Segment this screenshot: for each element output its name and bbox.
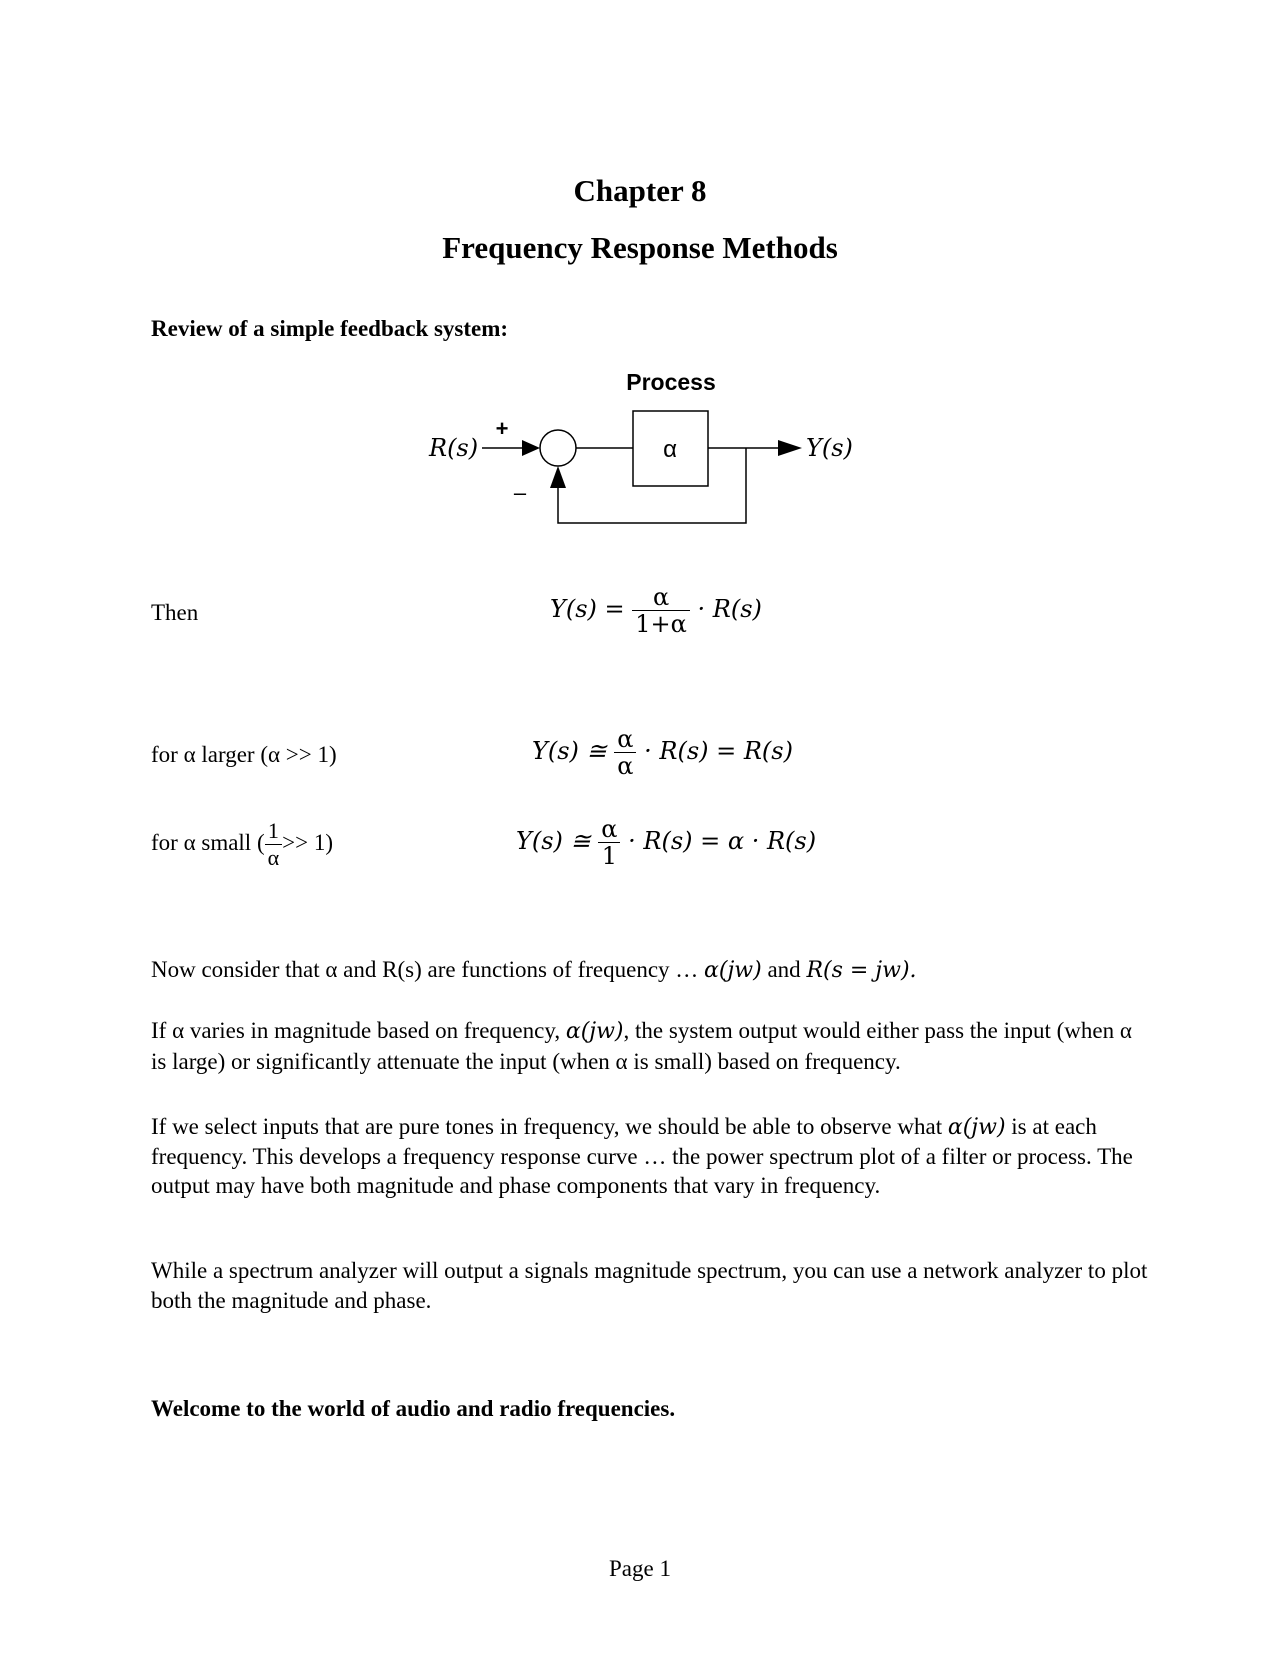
paragraph-frequency-functions: Now consider that α and R(s) are functions of frequency … α(jw) and R(s = jw). — [151, 957, 917, 983]
plus-sign: + — [495, 416, 509, 441]
section-heading: Review of a simple feedback system: — [151, 316, 509, 341]
minus-sign: – — [513, 480, 527, 505]
alpha-large-label: for α larger (α >> 1) — [151, 742, 337, 767]
process-label: Process — [626, 369, 716, 395]
paragraph-analyzers: While a spectrum analyzer will output a signals magnitude spectrum, you can use a network analyzer to plot both the magnitude and phase. — [151, 1258, 1148, 1313]
summing-junction — [540, 430, 576, 466]
input-arrow — [522, 440, 540, 456]
equation-alpha-small: Y(s) ≅ $\frac{\alpha}{1}$ · R(s) = α · R(s) — [516, 815, 817, 870]
input-label: R(s) — [429, 434, 479, 462]
output-label: Y(s) — [806, 434, 853, 462]
closing-statement: Welcome to the world of audio and radio frequencies. — [151, 1396, 676, 1421]
equation-alpha-large: Y(s) ≅ $\frac{\alpha}{\alpha}$ · R(s) = R(s) — [532, 725, 793, 780]
feedback-arrow — [550, 466, 566, 488]
feedback-block-diagram — [0, 360, 1280, 540]
output-arrow — [778, 440, 802, 456]
page-number: Page 1 — [609, 1556, 671, 1581]
paragraph-pure-tones: If we select inputs that are pure tones in frequency, we should be able to observe what α(jw) is at each frequency. This develops a frequency response curve … the power spectrum plot of a filter or process. The output may have both magnitude and phase components that vary in frequency. — [151, 1114, 1133, 1198]
then-label: Then — [151, 600, 199, 625]
chapter-number: Chapter 8 — [573, 173, 707, 208]
chapter-title: Frequency Response Methods — [442, 230, 838, 265]
equation-closed-loop: Y(s) = $\frac{\alpha}{1+\alpha}$ · R(s) — [550, 583, 762, 638]
paragraph-magnitude-variation: If α varies in magnitude based on frequency, α(jw), the system output would either pass the input (when α is large) or significantly attenuate the input (when α is small) based on frequency. — [151, 1018, 1132, 1074]
process-block-symbol: α — [663, 436, 677, 463]
alpha-small-label: for α small ( $\frac{1}{\alpha}$ >> 1) — [151, 818, 333, 870]
